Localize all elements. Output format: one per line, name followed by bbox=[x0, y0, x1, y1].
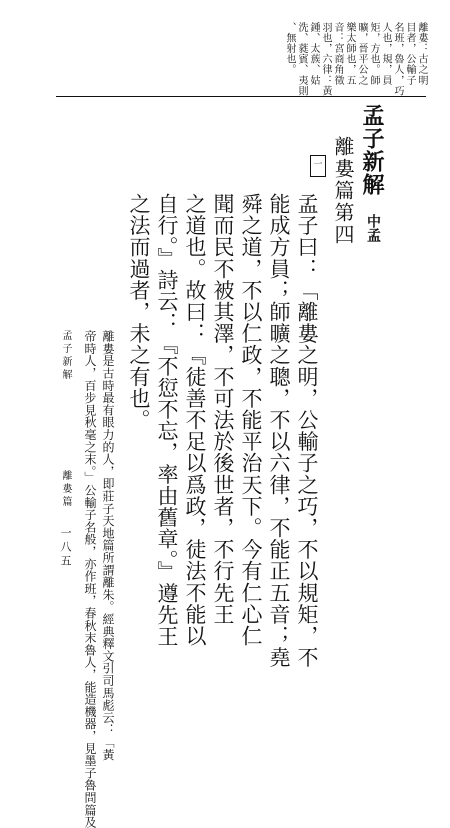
body-line: 孟子曰：「離婁之明，公輸子之巧，不以規矩，不 bbox=[295, 193, 319, 669]
margin-chapter: 離婁篇 bbox=[60, 470, 71, 509]
toc-line: 洗、蕤賓、夷則 bbox=[296, 22, 307, 97]
toc-line: 目者，公輸子 bbox=[404, 22, 415, 86]
toc-line: 曠，晉平公之 bbox=[356, 22, 367, 86]
body-line: 之道也。故曰：『徒善不足以爲政，徒法不能以 bbox=[183, 193, 207, 647]
section-mark: 一 bbox=[310, 155, 326, 177]
page-number: 一八五 bbox=[59, 527, 72, 569]
toc-line: 、無射也。 bbox=[284, 22, 295, 75]
body-line: 自行。』詩云：『不愆不忘，率由舊章。』遵先王 bbox=[155, 193, 179, 648]
toc-line: 樂太師也，五 bbox=[344, 22, 355, 86]
toc-line: 矩，方也。師 bbox=[368, 22, 379, 86]
body-line: 之法而過者，未之有也。 bbox=[127, 193, 151, 431]
note-line: 離婁是古時最有眼力的人，即莊子天地篇所謂離朱。經典釋文引司馬彪云：「黃 bbox=[101, 330, 115, 761]
body-line: 舜之道，不以仁政，不能平治天下。今有仁心仁 bbox=[239, 193, 263, 647]
body-line: 聞而民不被其澤，不可法於後世者，不行先王 bbox=[211, 193, 235, 625]
toc-line: 名班，魯人，巧 bbox=[392, 22, 403, 97]
toc-line: 鍾、太蔟、姑 bbox=[308, 22, 319, 86]
toc-line: 離婁：古之明 bbox=[416, 22, 427, 86]
book-title-text: 孟子新解 bbox=[359, 104, 385, 196]
chapter-title: 離婁篇第四 bbox=[331, 136, 355, 246]
toc-line: 音：宮商角徵 bbox=[332, 22, 343, 86]
book-title bbox=[361, 104, 383, 196]
header-rule bbox=[56, 96, 426, 97]
toc-line: 人也，規，員 bbox=[380, 22, 391, 86]
body-line: 能成方員；師曠之聰，不以六律，不能正五音；堯 bbox=[267, 193, 291, 669]
margin-book-title: 孟子新解 bbox=[60, 330, 71, 382]
volume-label: 中孟 bbox=[365, 214, 381, 242]
note-line: 帝時人，百步見秋毫之末。」公輸子名般，亦作班，春秋末魯人，能造機器，見墨子魯問篇及 bbox=[83, 330, 97, 828]
toc-line: 羽也，六律：黃 bbox=[320, 22, 331, 97]
